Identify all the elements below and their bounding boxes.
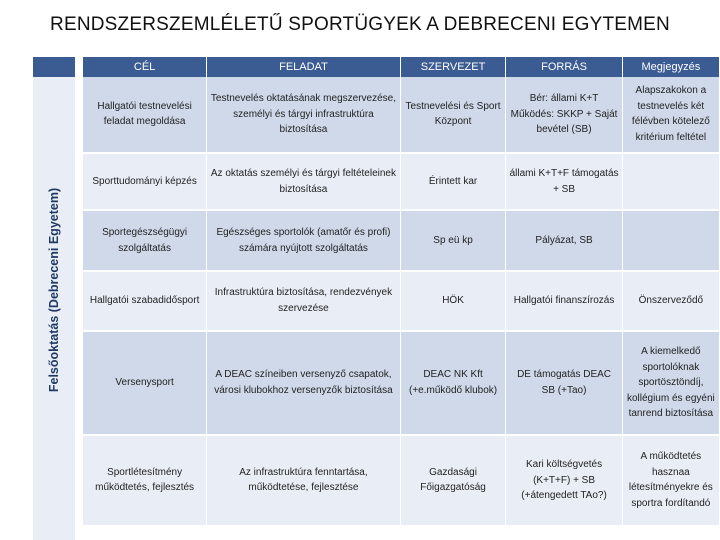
- table-row: [83, 271, 720, 331]
- table-row: [83, 331, 720, 435]
- table-row: [83, 153, 720, 211]
- cell-cel: Sportlétesítmény működtetés, fejlesztés: [83, 435, 207, 526]
- header-megjegyzes: Megjegyzés: [622, 57, 719, 77]
- cell-feladat: Testnevelés oktatásának megszervezése, személyi és tárgyi infrastruktúra biztosítása: [207, 77, 400, 153]
- cell-cel: Hallgatói testnevelési feladat megoldása: [83, 77, 207, 153]
- cell-szervezet: Sp eü kp: [400, 210, 506, 271]
- cell-megjegyzes: A kiemelkedő sportolóknak sportösztöndíj, kollégium és egyéni tanrend biztosítása: [622, 331, 719, 435]
- cell-feladat: Az oktatás személyi és tárgyi feltételeinek biztosítása: [207, 153, 400, 211]
- header-cel: CÉL: [83, 57, 207, 77]
- cell-szervezet: Gazdasági Főigazgatóság: [400, 435, 506, 526]
- cell-forras: Hallgatói finanszírozás: [506, 271, 622, 331]
- cell-cel: Hallgatói szabadidősport: [83, 271, 207, 331]
- cell-megjegyzes: Alapszakokon a testnevelés két félévben kötelező kritérium feltétel: [622, 77, 719, 153]
- cell-megjegyzes: [622, 153, 719, 211]
- table-row: [83, 210, 720, 271]
- cell-feladat: Az infrastruktúra fenntartása, működtetése, fejlesztése: [207, 435, 400, 526]
- cell-cel: Sportegészségügyi szolgáltatás: [83, 210, 207, 271]
- table-row: [83, 435, 720, 526]
- header-feladat: FELADAT: [207, 57, 400, 77]
- cell-forras: Pályázat, SB: [506, 210, 622, 271]
- cell-cel: Versenysport: [83, 331, 207, 435]
- cell-szervezet: Érintett kar: [400, 153, 506, 211]
- cell-forras: állami K+T+F támogatás + SB: [506, 153, 622, 211]
- cell-forras: DE támogatás DEAC SB (+Tao): [506, 331, 622, 435]
- side-label-header: [33, 57, 75, 77]
- cell-megjegyzes: Önszerveződő: [622, 271, 719, 331]
- side-label-text: Felsőoktatás (Debreceni Egyetem): [47, 187, 61, 393]
- cell-szervezet: DEAC NK Kft (+e.működő klubok): [400, 331, 506, 435]
- page-title: RENDSZERSZEMLÉLETŰ SPORTÜGYEK A DEBRECENI EGYTEMEN: [50, 14, 670, 35]
- cell-szervezet: HÖK: [400, 271, 506, 331]
- cell-cel: Sporttudományi képzés: [83, 153, 207, 211]
- cell-megjegyzes: [622, 210, 719, 271]
- cell-forras: Kari költségvetés (K+T+F) + SB (+átengedett TAo?): [506, 435, 622, 526]
- cell-forras: Bér: állami K+T Működés: SKKP + Saját bevétel (SB): [506, 77, 622, 153]
- table-row: [83, 77, 720, 153]
- header-szervezet: SZERVEZET: [400, 57, 506, 77]
- cell-megjegyzes: A működtetés hasznaa létesítményekre és sportra fordítandó: [622, 435, 719, 526]
- cell-szervezet: Testnevelési és Sport Központ: [400, 77, 506, 153]
- cell-feladat: A DEAC színeiben versenyző csapatok, városi klubokhoz versenyzők biztosítása: [207, 331, 400, 435]
- header-forras: FORRÁS: [506, 57, 622, 77]
- cell-feladat: Egészséges sportolók (amatőr és profi) számára nyújtott szolgáltatás: [207, 210, 400, 271]
- table-header-row: [83, 57, 720, 77]
- cell-feladat: Infrastruktúra biztosítása, rendezvények szervezése: [207, 271, 400, 331]
- sports-affairs-table: [83, 57, 720, 527]
